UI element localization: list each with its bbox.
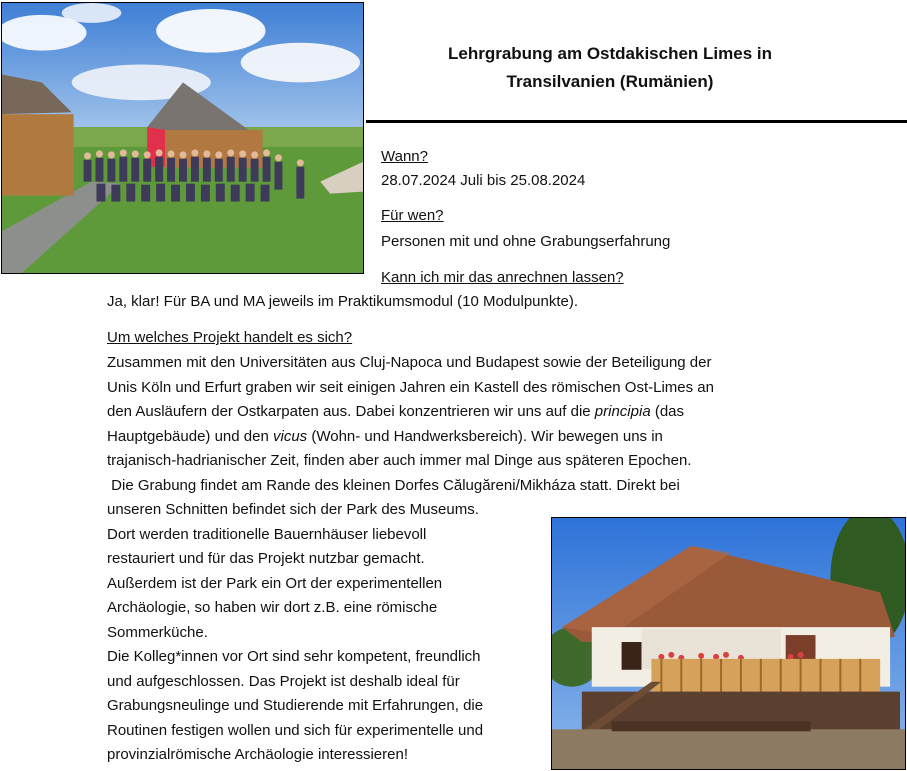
text-line: Hauptgebäude) und den vicus (Wohn- und Handwerksbereich). Wir bewegen uns in bbox=[107, 427, 663, 445]
group-photo bbox=[1, 2, 364, 274]
text-line: Die Grabung findet am Rande des kleinen Dorfes Călugăreni/Mikháza statt. Direkt bei bbox=[107, 476, 680, 494]
answer-who: Personen mit und ohne Grabungserfahrung bbox=[381, 233, 671, 250]
term-vicus: vicus bbox=[272, 427, 308, 445]
text-line: Dort werden traditionelle Bauernhäuser liebevoll bbox=[107, 525, 427, 543]
text-line: Zusammen mit den Universitäten aus Cluj-Napoca und Budapest sowie der Beteiligung der bbox=[107, 354, 712, 371]
term-principia: principia bbox=[594, 403, 651, 420]
text-line: trajanisch-hadrianischer Zeit, finden aber auch immer mal Dinge aus späteren Epochen. bbox=[107, 452, 692, 469]
text-line: Archäologie, so haben wir dort z.B. eine römische bbox=[107, 599, 438, 616]
farmhouse-photo bbox=[551, 517, 906, 770]
text-line: Unis Köln und Erfurt graben wir seit einigen Jahren ein Kastell des römischen Ost-Limes an bbox=[107, 378, 714, 396]
farmhouse-photo-illustration bbox=[552, 518, 905, 769]
text-line: Sommerküche. bbox=[107, 623, 208, 641]
text-line: den Ausläufern der Ostkarpaten aus. Dabei konzentrieren wir uns auf die principia (das bbox=[107, 403, 685, 420]
title-line-1: Lehrgrabung am Ostdakischen Limes in bbox=[447, 44, 773, 63]
title-line-2: Transilvanien (Rumänien) bbox=[506, 72, 714, 91]
title-divider bbox=[366, 120, 907, 123]
text-line: Routinen festigen wollen und sich für experimentelle und bbox=[107, 721, 484, 739]
question-credit: Kann ich mir das anrechnen lassen? bbox=[381, 269, 624, 286]
question-who: Für wen? bbox=[381, 207, 444, 224]
group-photo-illustration bbox=[2, 3, 363, 273]
text-line: provinzialrömische Archäologie interessieren! bbox=[107, 746, 408, 763]
text-line: unseren Schnitten befindet sich der Park des Museums. bbox=[107, 501, 479, 518]
answer-when: 28.07.2024 Juli bis 25.08.2024 bbox=[381, 172, 586, 189]
page-title bbox=[380, 40, 840, 96]
text-line: Außerdem ist der Park ein Ort der experimentellen bbox=[107, 574, 443, 592]
question-project: Um welches Projekt handelt es sich? bbox=[107, 329, 353, 346]
text-line: restauriert und für das Projekt nutzbar gemacht. bbox=[107, 550, 425, 567]
text-line: Die Kolleg*innen vor Ort sind sehr kompetent, freundlich bbox=[107, 648, 481, 665]
text-line: und aufgeschlossen. Das Projekt ist deshalb ideal für bbox=[107, 672, 460, 690]
answer-credit: Ja, klar! Für BA und MA jeweils im Praktikumsmodul (10 Modulpunkte). bbox=[107, 293, 579, 310]
text-line: Grabungsneulinge und Studierende mit Erfahrungen, die bbox=[107, 697, 484, 714]
question-when: Wann? bbox=[381, 148, 428, 165]
